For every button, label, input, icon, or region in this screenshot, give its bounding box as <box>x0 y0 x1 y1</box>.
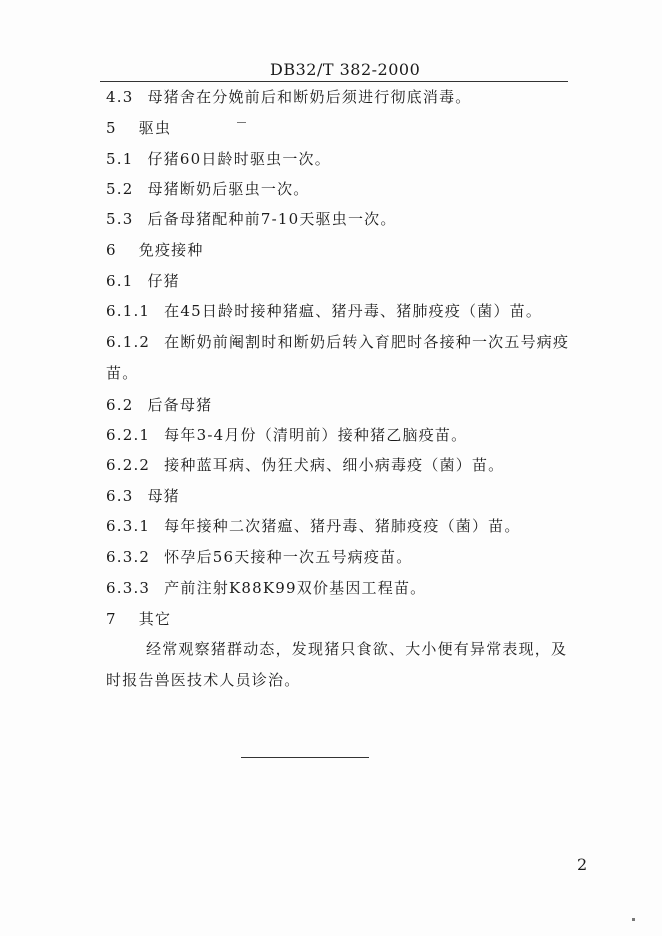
section-number: 5 <box>106 119 117 137</box>
clause-text: 后备母猪 <box>147 396 213 414</box>
section-title: 免疫接种 <box>138 241 204 259</box>
paragraph-line-1 <box>146 638 567 659</box>
clause-number: 6.3.3 <box>106 579 151 597</box>
clause-6-3-2 <box>106 546 412 567</box>
section-title: 其它 <box>138 610 172 628</box>
header-rule <box>100 81 568 82</box>
paragraph-text: 时报告兽医技术人员诊治。 <box>106 671 301 689</box>
clause-text: 母猪 <box>147 487 180 505</box>
section-number: 7 <box>106 610 117 628</box>
clause-number: 6.3 <box>106 487 134 505</box>
clause-number: 5.2 <box>106 180 134 198</box>
clause-text: 怀孕后56天接种一次五号病疫苗。 <box>164 548 413 566</box>
clause-number: 6.2.1 <box>106 426 151 444</box>
section-number: 6 <box>106 241 117 259</box>
clause-6-1-1 <box>106 300 542 321</box>
clause-text: 每年3-4月份（清明前）接种猪乙脑疫苗。 <box>164 426 468 444</box>
clause-number: 6.2 <box>106 396 134 414</box>
clause-6-1-2-continuation <box>106 362 138 383</box>
clause-6-2-1 <box>106 424 467 445</box>
clause-text: 后备母猪配种前7-10天驱虫一次。 <box>147 210 397 228</box>
clause-text: 产前注射K88K99双价基因工程苗。 <box>164 579 427 597</box>
clause-text: 在断奶前阉割时和断奶后转入育肥时各接种一次五号病疫 <box>164 333 570 351</box>
clause-number: 6.1.2 <box>106 333 151 351</box>
scan-speck <box>632 918 635 921</box>
section-5 <box>106 117 171 138</box>
clause-5-1 <box>106 148 331 169</box>
section-7 <box>106 608 171 629</box>
clause-6-2 <box>106 394 212 415</box>
clause-6-3 <box>106 485 180 506</box>
paragraph-text: 经常观察猪群动态，发现猪只食欲、大小便有异常表现，及 <box>146 640 568 658</box>
clause-5-2 <box>106 178 309 199</box>
page-number: 2 <box>577 855 588 874</box>
clause-number: 6.1 <box>106 272 134 290</box>
clause-text: 每年接种二次猪瘟、猪丹毒、猪肺疫疫（菌）苗。 <box>164 517 521 535</box>
clause-text: 接种蓝耳病、伪狂犬病、细小病毒疫（菌）苗。 <box>164 456 505 474</box>
clause-text: 苗。 <box>106 364 139 382</box>
paragraph-line-2 <box>106 669 300 690</box>
clause-number: 6.2.2 <box>106 456 151 474</box>
clause-text: 仔猪 <box>147 272 180 290</box>
clause-text: 母猪舍在分娩前后和断奶后须进行彻底消毒。 <box>147 88 472 106</box>
clause-number: 6.3.2 <box>106 548 151 566</box>
clause-text: 在45日龄时接种猪瘟、猪丹毒、猪肺疫疫（菌）苗。 <box>164 302 543 320</box>
clause-number: 6.1.1 <box>106 302 151 320</box>
clause-6-1 <box>106 270 180 291</box>
clause-5-3 <box>106 208 397 229</box>
clause-text: 母猪断奶后驱虫一次。 <box>147 180 310 198</box>
clause-6-3-3 <box>106 577 426 598</box>
section-title: 驱虫 <box>138 119 172 137</box>
scan-speck <box>237 122 246 123</box>
clause-number: 5.1 <box>106 150 134 168</box>
end-of-text-rule <box>241 757 369 758</box>
clause-6-3-1 <box>106 515 521 536</box>
clause-6-1-2 <box>106 331 569 352</box>
clause-number: 6.3.1 <box>106 517 151 535</box>
clause-number: 4.3 <box>106 88 134 106</box>
clause-text: 仔猪60日龄时驱虫一次。 <box>147 150 331 168</box>
clause-number: 5.3 <box>106 210 134 228</box>
clause-4-3 <box>106 86 471 107</box>
standard-code: DB32/T 382-2000 <box>270 60 421 79</box>
clause-6-2-2 <box>106 454 504 475</box>
section-6 <box>106 239 204 260</box>
